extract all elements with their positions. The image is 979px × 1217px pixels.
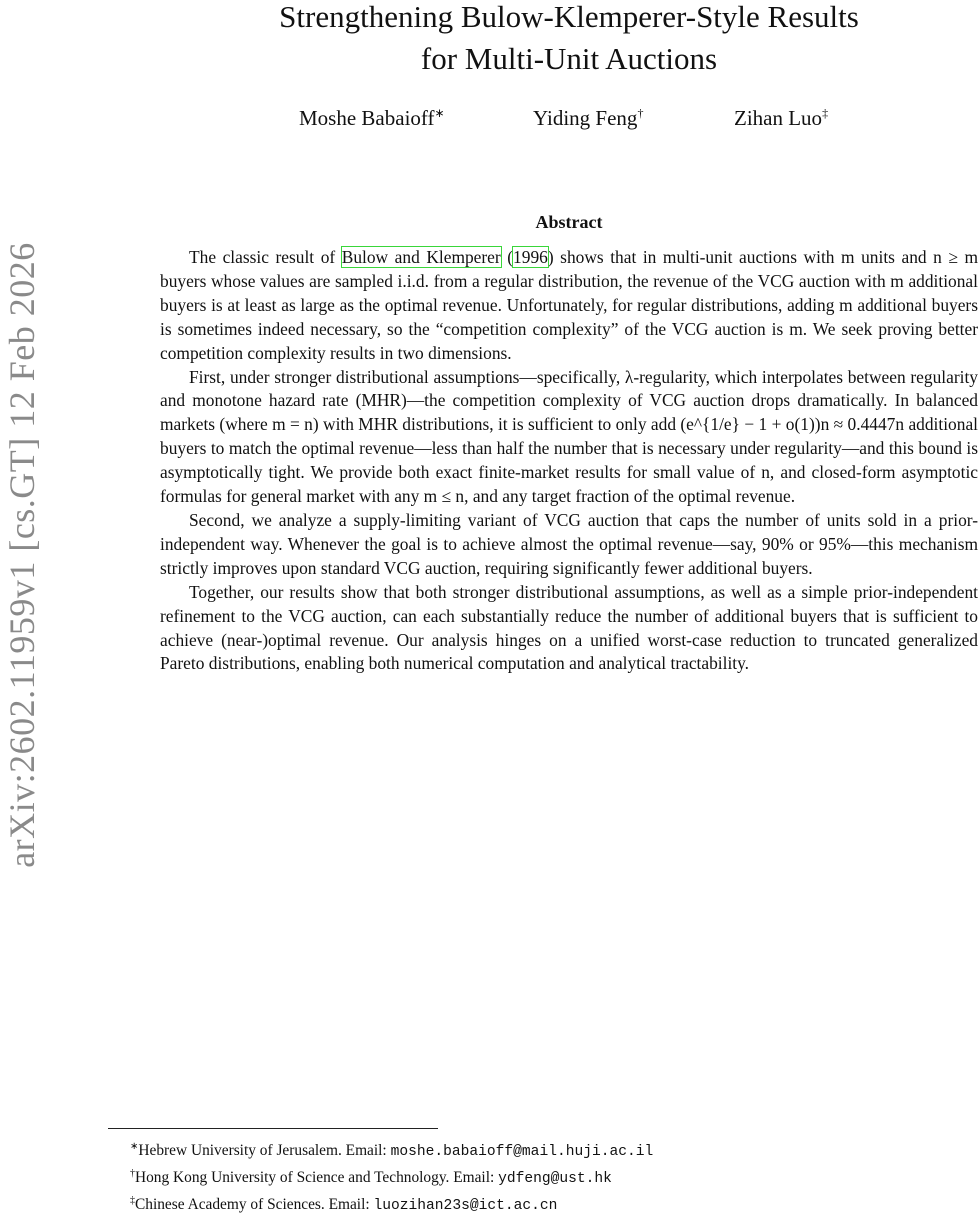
footnote-text: Chinese Academy of Sciences. Email: bbox=[135, 1196, 374, 1213]
author-name: Zihan Luo bbox=[734, 106, 823, 130]
author-1 bbox=[299, 106, 445, 131]
footnote-mark: ‡ bbox=[130, 1195, 135, 1206]
footnote-mark: † bbox=[130, 1168, 135, 1179]
footnote-divider bbox=[108, 1128, 438, 1129]
author-mark: † bbox=[637, 106, 644, 120]
arxiv-identifier: arXiv:2602.11959v1 [cs.GT] 12 Feb 2026 bbox=[2, 242, 42, 868]
footnote-text: Hong Kong University of Science and Technology. Email: bbox=[135, 1169, 499, 1186]
author-mark: ∗ bbox=[434, 106, 445, 120]
title-line-1: Strengthening Bulow-Klemperer-Style Results bbox=[279, 0, 859, 34]
abstract-paragraph-4: Together, our results show that both stronger distributional assumptions, as well as a simple prior-independent refinement to the VCG auction, can each substantially reduce the number of additional buyers that is sufficient to achieve (near-)optimal revenue. Our analysis hinges on a unified worst-case reduction to truncated generalized Pareto distributions, enabling both numerical computation and analytical tractability. bbox=[160, 581, 978, 674]
author-mark: ‡ bbox=[822, 106, 829, 120]
footnote-3 bbox=[130, 1190, 970, 1217]
abstract-paragraph-2: First, under stronger distributional assumptions—specifically, λ-regularity, which interpolates between regularity and monotone hazard rate (MHR)—the competition complexity of VCG auction drops dramatically. In balanced markets (where m = n) with MHR distributions, it is sufficient to only add (e^{1/e} − 1 + o(1))n ≈ 0.4447n additional buyers to match the optimal revenue—less than half the number that is necessary under regularity—and this bound is asymptotically tight. We provide both exact finite-market results for small value of n, and closed-form asymptotic formulas for general market with any m ≤ n, and any target fraction of the optimal revenue. bbox=[160, 366, 978, 507]
p1-rest: shows that in multi-unit auctions with m units and n ≥ m buyers whose values are sampled i.i.d. from a regular distribution, the revenue of the VCG auction with m additional buyers is at least as large as the optimal revenue. Unfortunately, for regular distributions, adding m additional buyers is sometimes indeed necessary, so the “competition complexity” of the VCG auction is m. We seek proving better competition complexity results in two dimensions. bbox=[160, 247, 979, 363]
author-name: Moshe Babaioff bbox=[299, 106, 435, 130]
arxiv-identifier-margin bbox=[0, 205, 44, 905]
citation-link-year[interactable]: 1996 bbox=[513, 247, 548, 267]
author-3 bbox=[734, 106, 828, 131]
citation-open: ( bbox=[500, 247, 514, 267]
paper-title bbox=[160, 0, 978, 80]
footnote-2 bbox=[130, 1163, 970, 1190]
abstract-paragraph-3: Second, we analyze a supply-limiting variant of VCG auction that caps the number of units sold in a prior-independent way. Whenever the goal is to achieve almost the optimal revenue—say, 90% or 95%—this mechanism strictly improves upon standard VCG auction, requiring significantly fewer additional buyers. bbox=[160, 509, 978, 578]
footnote-mark: ∗ bbox=[130, 1141, 139, 1152]
footnote-1 bbox=[130, 1136, 970, 1163]
footnote-text: Hebrew University of Jerusalem. Email: bbox=[138, 1142, 391, 1159]
abstract-body bbox=[160, 246, 978, 676]
footnote-email[interactable]: ydfeng@ust.hk bbox=[498, 1171, 612, 1187]
citation-link-authors[interactable]: Bulow and Klemperer bbox=[341, 247, 501, 267]
abstract-paragraph-1 bbox=[160, 246, 978, 366]
footnote-email[interactable]: moshe.babaioff@mail.huji.ac.il bbox=[390, 1144, 654, 1160]
author-name: Yiding Feng bbox=[533, 106, 638, 130]
title-line-2: for Multi-Unit Auctions bbox=[420, 41, 718, 76]
p1-prefix: The classic result of bbox=[189, 247, 342, 267]
footnote-email[interactable]: luozihan23s@ict.ac.cn bbox=[373, 1198, 558, 1214]
author-list bbox=[160, 106, 978, 136]
abstract-heading: Abstract bbox=[535, 212, 603, 232]
author-2 bbox=[533, 106, 643, 131]
citation-close: ) bbox=[547, 247, 554, 267]
footnotes bbox=[130, 1136, 970, 1217]
